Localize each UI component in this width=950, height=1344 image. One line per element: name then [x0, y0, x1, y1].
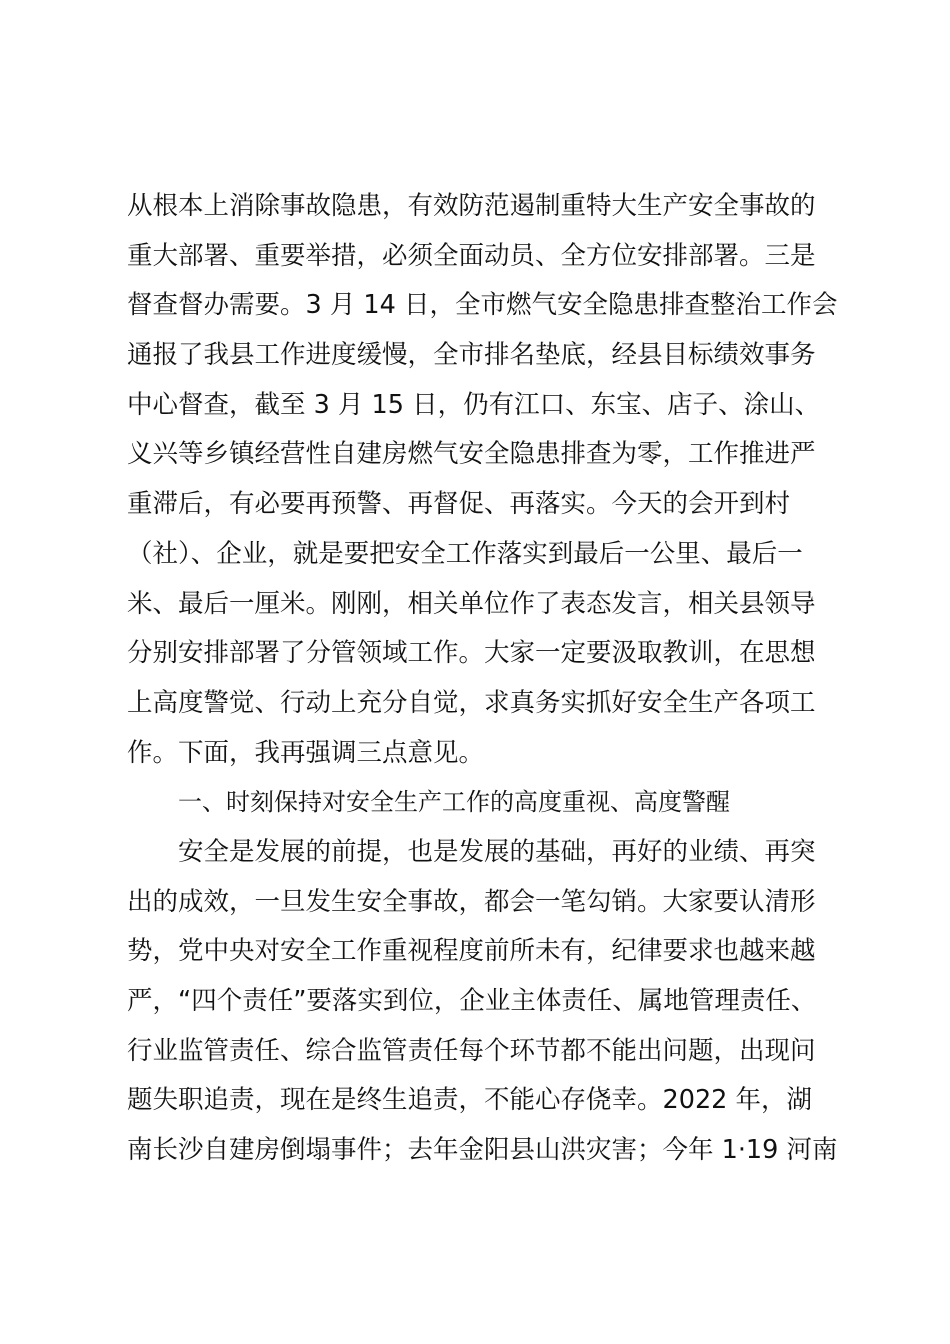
paragraph-line: 势，党中央对安全工作重视程度前所未有，纪律要求也越来越: [127, 936, 816, 967]
paragraph-line: 出的成效，一旦发生安全事故，都会一笔勾销。大家要认清形: [127, 886, 816, 917]
paragraph-line: 题失职追责，现在是终生追责，不能心存侥幸。2022 年，湖: [127, 1085, 813, 1116]
paragraph-line: 安全是发展的前提，也是发展的基础，再好的业绩、再突: [178, 836, 816, 867]
paragraph-line: 上高度警觉、行动上充分自觉，求真务实抓好安全生产各项工: [127, 687, 816, 718]
document-body: [127, 182, 847, 1176]
paragraph-line: 作。下面，我再强调三点意见。: [127, 737, 485, 768]
paragraph-line: 行业监管责任、综合监管责任每个环节都不能出问题，出现问: [127, 1035, 816, 1066]
paragraph-line: 从根本上消除事故隐患，有效防范遏制重特大生产安全事故的: [127, 191, 816, 221]
paragraph-line: （社）、企业，就是要把安全工作落实到最后一公里、最后一: [127, 538, 803, 569]
section-heading: 一、时刻保持对安全生产工作的高度重视、高度警醒: [178, 788, 730, 817]
paragraph-line: 分别安排部署了分管领域工作。大家一定要汲取教训，在思想: [127, 638, 816, 669]
paragraph-line: 督查督办需要。3 月 14 日，全市燃气安全隐患排查整治工作会: [127, 290, 838, 321]
paragraph-line: 义兴等乡镇经营性自建房燃气安全隐患排查为零，工作推进严: [127, 439, 816, 470]
paragraph-line: 通报了我县工作进度缓慢，全市排名垫底，经县目标绩效事务: [127, 340, 816, 371]
paragraph-line: 严，“四个责任”要落实到位，企业主体责任、属地管理责任、: [127, 986, 817, 1016]
paragraph-line: 中心督查，截至 3 月 15 日，仍有江口、东宝、店子、涂山、: [127, 389, 821, 420]
paragraph-line: 重大部署、重要举措，必须全面动员、全方位安排部署。三是: [127, 240, 816, 271]
paragraph-line: 米、最后一厘米。刚刚，相关单位作了表态发言，相关县领导: [127, 588, 816, 619]
paragraph-line: 南长沙自建房倒塌事件；去年金阳县山洪灾害；今年 1·19 河南: [127, 1135, 838, 1166]
paragraph-line: 重滞后，有必要再预警、再督促、再落实。今天的会开到村: [127, 489, 791, 520]
